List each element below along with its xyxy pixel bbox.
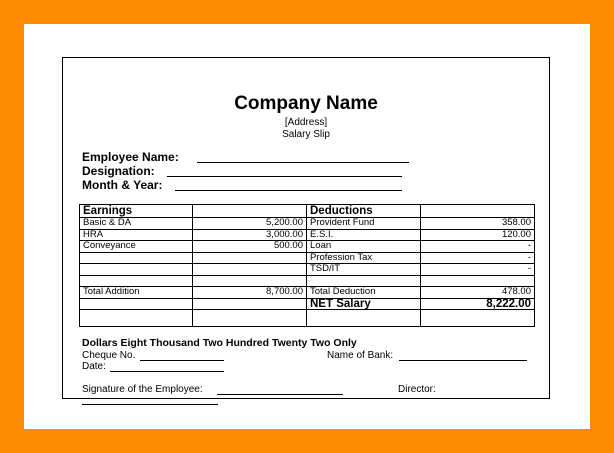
date-label: Date: (82, 361, 106, 372)
director-label: Director: (398, 384, 436, 395)
page-background (24, 24, 590, 429)
bank-line (399, 360, 527, 361)
salary-slip-document (62, 57, 550, 399)
signature-label: Signature of the Employee: (82, 384, 203, 395)
table-row: Basic & DA 5,200.00 Provident Fund 358.00 (80, 218, 535, 230)
designation-label: Designation: (82, 164, 155, 178)
net-salary-row (80, 298, 535, 310)
deductions-header: Deductions (307, 205, 421, 218)
cheque-label: Cheque No. (82, 350, 136, 361)
designation-line (167, 176, 402, 177)
table-row (80, 275, 535, 287)
table-row (80, 310, 535, 327)
company-address: [Address] (284, 117, 328, 128)
month-year-label: Month & Year: (82, 178, 163, 192)
table-row: Conveyance 500.00 Loan - (80, 241, 535, 253)
cheque-line (140, 360, 224, 361)
date-line (110, 371, 224, 372)
earnings-header: Earnings (80, 205, 193, 218)
salary-slip-title: Salary Slip (282, 129, 330, 140)
amount-in-words: Dollars Eight Thousand Two Hundred Twenty Two Only (82, 337, 357, 349)
employee-name-label: Employee Name: (82, 150, 179, 164)
table-header-row (80, 205, 535, 218)
table-row: HRA 3,000.00 E.S.I. 120.00 (80, 229, 535, 241)
total-deduction-amount: 478.00 (421, 287, 535, 299)
signature-line (217, 394, 343, 395)
bank-label: Name of Bank: (327, 350, 394, 361)
total-deduction-label: Total Deduction (307, 287, 421, 299)
company-name: Company Name (234, 93, 378, 114)
table-row: TSD/IT - (80, 264, 535, 276)
net-salary-label: NET Salary (307, 298, 421, 310)
signature-second-line (82, 404, 218, 405)
totals-row (80, 287, 535, 299)
total-addition-amount: 8,700.00 (193, 287, 307, 299)
employee-name-line (197, 162, 409, 163)
net-salary-amount: 8,222.00 (421, 298, 535, 310)
total-addition-label: Total Addition (80, 287, 193, 299)
salary-table (79, 204, 535, 327)
table-row: Profession Tax - (80, 252, 535, 264)
month-year-line (175, 190, 402, 191)
